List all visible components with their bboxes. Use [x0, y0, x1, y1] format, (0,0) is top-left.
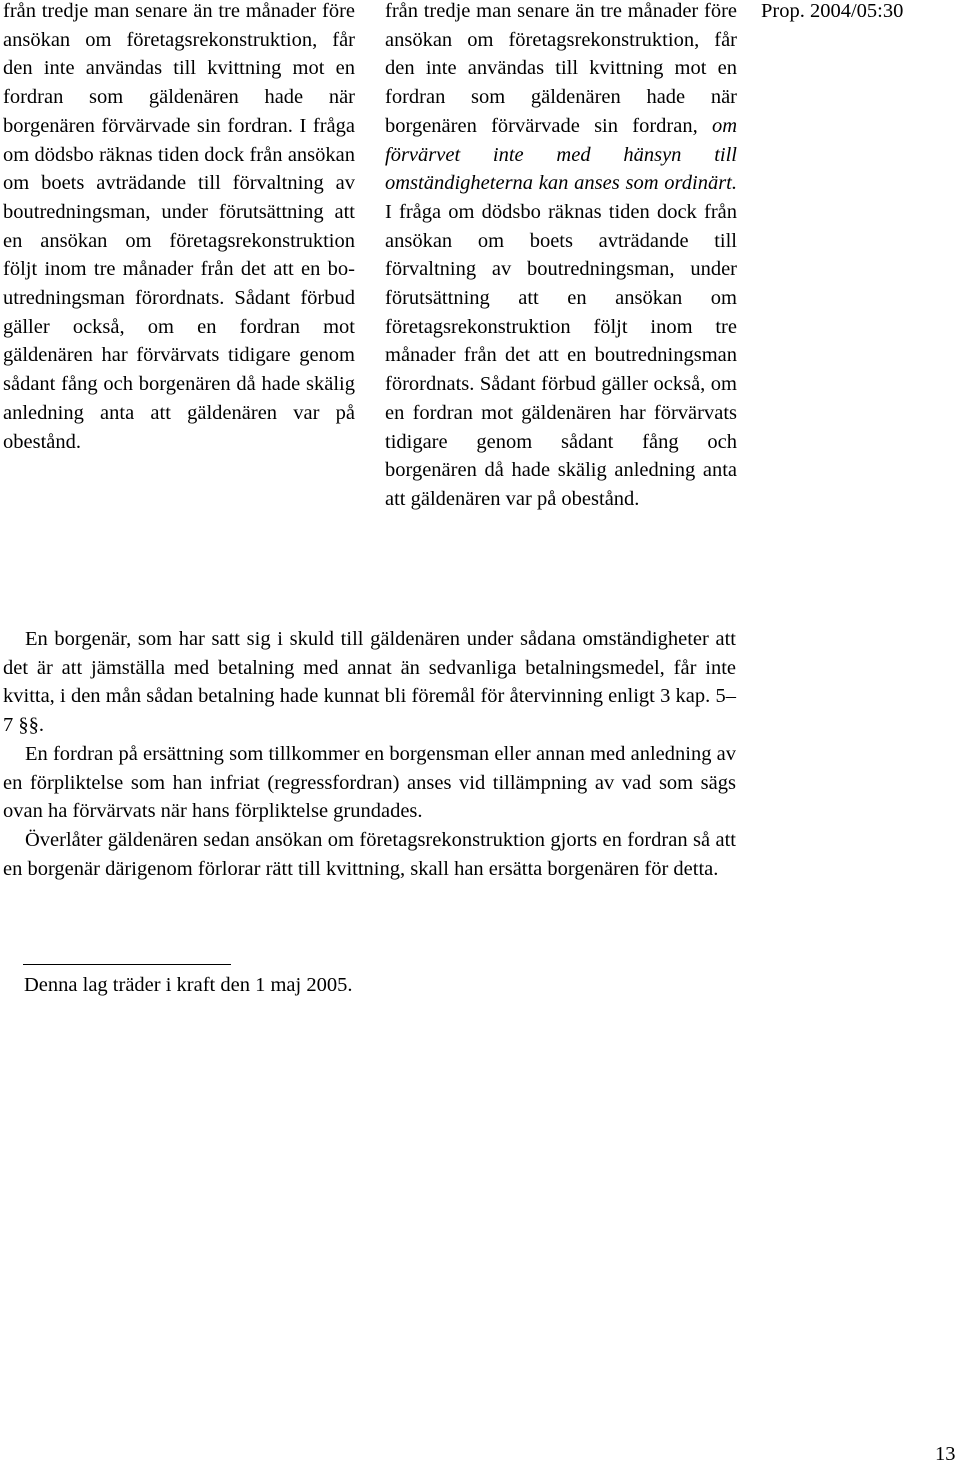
- proposed-wording-start: från tredje man senare än tre månader före ansökan om företagsrekonstruktion, får den inte användas till kvittning mot en fordran som gäldenären hade när borgenären förvärvade sin fordran: [385, 0, 737, 137]
- body-paragraph: En fordran på ersättning som tillkommer en borgensman eller annan med anledning av en förpliktelse som han infriat (regressfordran) anses vid tillämpning av vad som sägs ovan ha förvärvats när hans förpliktelse grundades.: [3, 742, 736, 823]
- proposition-reference: Prop. 2004/05:30: [761, 0, 904, 22]
- body-text: [3, 625, 736, 883]
- footnote-text: Denna lag träder i kraft den 1 maj 2005.: [24, 974, 353, 996]
- proposed-wording-column: [385, 0, 737, 514]
- proposed-wording-addition: , om förvärvet inte med hänsyn till omständigheterna kan anses som ordinärt.: [385, 114, 737, 195]
- footnote-divider: [23, 964, 231, 965]
- body-paragraph: En borgenär, som har satt sig i skuld till gäldenären under sådana omständigheter att det är att jämställa med betalning med annat än sedvanliga betalningsmedel, får inte kvitta, i den mån sådan betalning hade kunnat bli föremål för återvinning enligt 3 kap. 5–7 §§.: [3, 628, 736, 737]
- body-paragraph: Överlåter gäldenären sedan ansökan om företagsrekonstruktion gjorts en fordran så att en borgenär därigenom förlorar rätt till kvittning, skall han ersätta borgenären för detta.: [3, 828, 736, 880]
- current-wording-column: från tredje man senare än tre månader före ansökan om företagsrekonstruktion, får den inte användas till kvittning mot en fordran som gäldenären hade när borgenären förvärvade sin fordran. I fråga om dödsbo räknas tiden dock från ansökan om boets avträdande till förvaltning av boutredningsman, under förutsättning att en ansökan om företagsrekonstruktion följt inom tre månader från det att en boutredningsman förordnats. Sådant förbud gäller också, om en fordran mot gäldenären har förvärvats tidigare genom sådant fång och borgenären då hade skälig anledning anta att gäldenären var på obestånd.: [3, 0, 355, 453]
- page-number: 13: [935, 1443, 956, 1465]
- proposed-wording-end: I fråga om dödsbo räknas tiden dock från ansökan om boets avträdande till förvaltning av boutredningsman, under förutsättning att en ansökan om företagsrekonstruktion följt inom tre månader från det att en boutredningsman förordnats. Sådant förbud gäller också, om en fordran mot gäldenären har förvärvats tidigare genom sådant fång och borgenären då hade skälig anledning anta att gäldenären var på obestånd.: [385, 200, 737, 510]
